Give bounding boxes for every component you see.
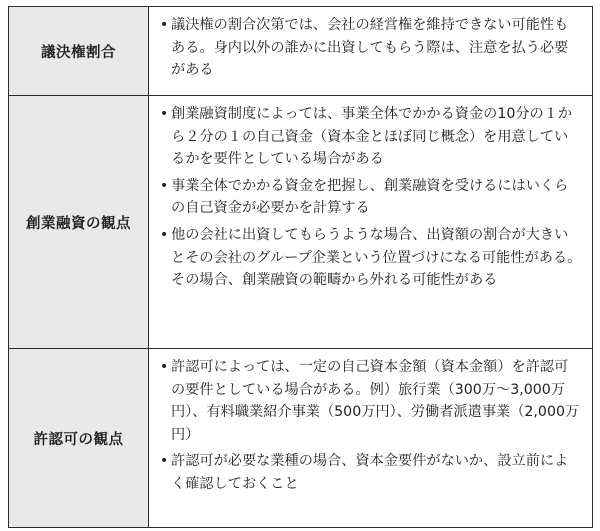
table-row-voting-rights xyxy=(9,7,592,95)
list-item xyxy=(157,450,582,495)
list-item-text: 創業融資制度によっては、事業全体でかかる資金の10分の１から２分の１の自己資金（資本金とほぼ同じ概念）を用意しているかを要件としている場合がある xyxy=(171,106,573,168)
list-item-text: 事業全体でかかる資金を把握し、創業融資を受けるにはいくらの自己資金が必要かを計算する xyxy=(171,177,569,217)
list-item xyxy=(157,14,582,82)
row-header xyxy=(9,96,149,348)
list-item xyxy=(157,175,582,220)
bullet-marker: • xyxy=(159,106,169,122)
info-table xyxy=(8,6,593,528)
bullet-marker: • xyxy=(159,17,169,33)
list-item xyxy=(157,356,582,446)
row-header-label: 議決権割合 xyxy=(41,44,116,61)
row-header-label: 許認可の観点 xyxy=(33,431,124,448)
row-content xyxy=(149,96,592,348)
list-item-text: 許認可が必要な業種の場合、資本金要件がないか、設立前によく確認しておくこと xyxy=(171,453,569,492)
list-item-text: 議決権の割合次第では、会社の経営権を維持できない可能性もある。身内以外の誰かに出資してもらう際は、注意を払う必要がある xyxy=(171,17,569,79)
list-item xyxy=(157,224,582,292)
list-item-text: 他の会社に出資してもらうような場合、出資額の割合が大きいとその会社のグループ企業という位置づけになる可能性がある。その場合、創業融資の範疇から外れる可能性がある xyxy=(171,226,582,289)
row-header xyxy=(9,349,149,527)
row-header xyxy=(9,7,149,95)
list-item-text: 許認可によっては、一定の自己資本金額（資本金額）を許認可の要件としている場合がある。例）旅行業（300万～3,000万円）、有料職業紹介事業（500万円）、労働者派遣事業（2,000万円） xyxy=(171,359,580,443)
table-row-startup-loan xyxy=(9,95,592,348)
list-item xyxy=(157,103,582,171)
row-content xyxy=(149,7,592,95)
row-content xyxy=(149,349,592,527)
bullet-marker: • xyxy=(159,453,169,470)
bullet-marker: • xyxy=(159,226,169,243)
bullet-marker: • xyxy=(159,177,169,194)
bullet-marker: • xyxy=(159,359,169,375)
row-header-label: 創業融資の観点 xyxy=(26,215,131,232)
table-row-licensing xyxy=(9,348,592,527)
